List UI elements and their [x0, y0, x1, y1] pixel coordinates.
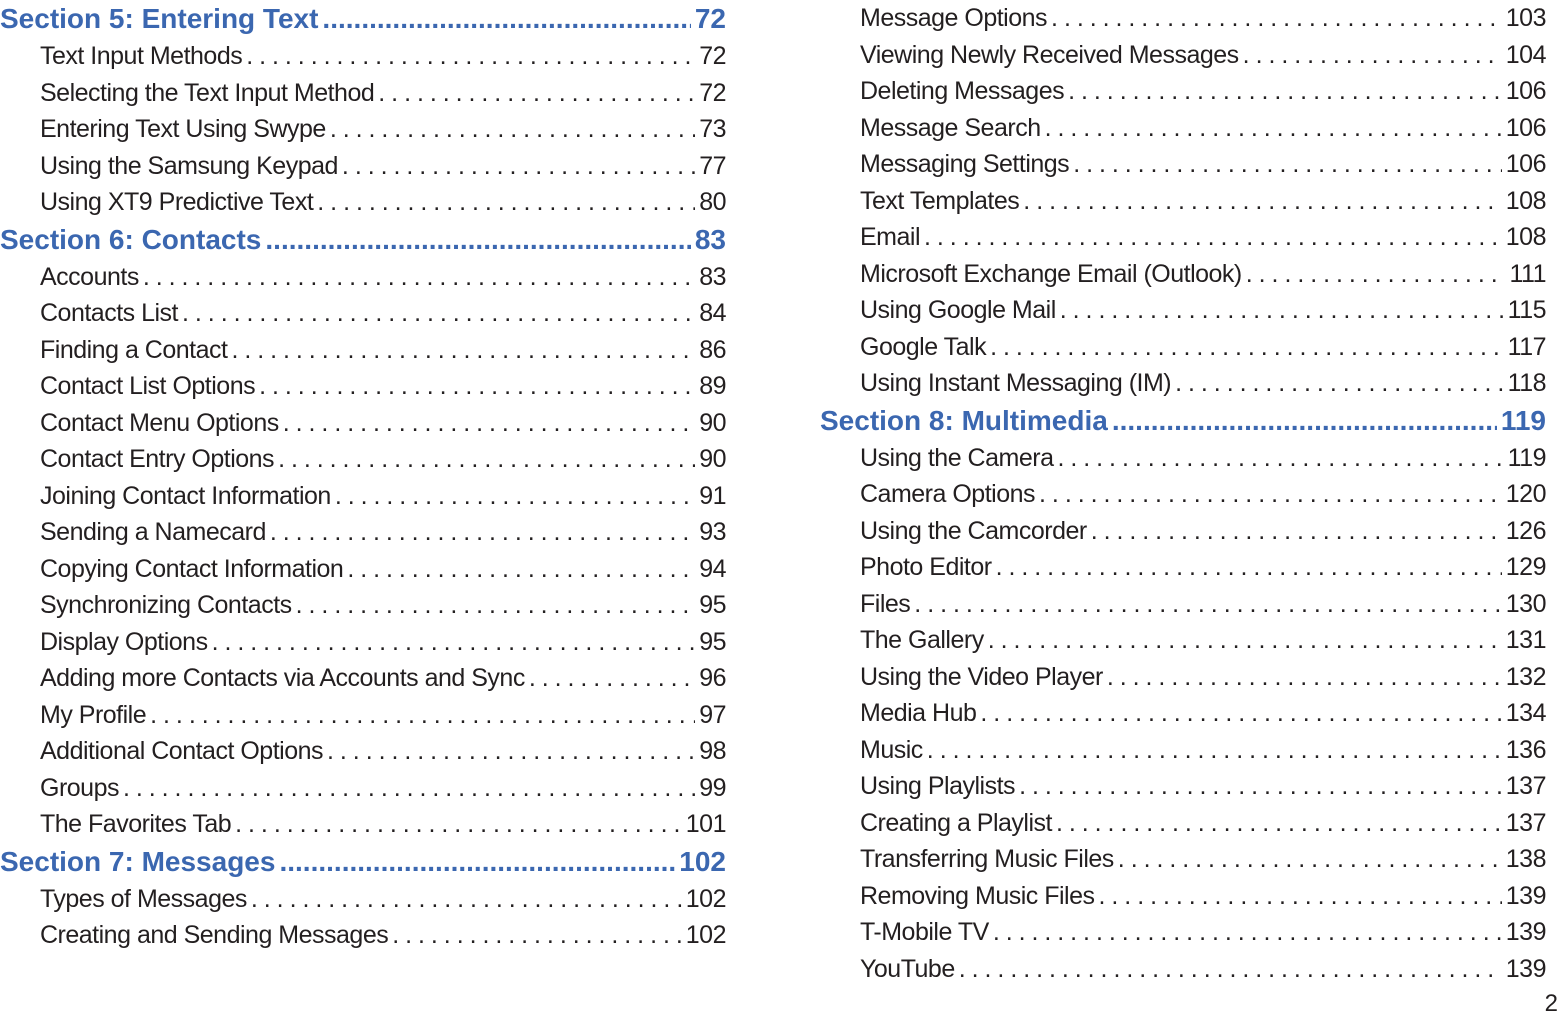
toc-entry[interactable]: [820, 586, 1546, 623]
page-ref: 99: [699, 773, 726, 802]
page-ref: 103: [1505, 4, 1546, 32]
entry-title: Google Talk: [860, 332, 987, 361]
toc-entry[interactable]: [820, 622, 1546, 659]
entry-title: Text Input Methods: [40, 42, 243, 70]
dot-leader: [1051, 0, 1502, 37]
toc-entry[interactable]: [0, 514, 726, 551]
dot-leader: [378, 75, 695, 112]
page-ref: 132: [1505, 662, 1546, 691]
dot-leader: [322, 0, 690, 38]
toc-entry[interactable]: [0, 441, 726, 478]
page-ref: 77: [699, 151, 726, 180]
dot-leader: [283, 405, 695, 442]
page-ref: 95: [699, 627, 726, 656]
dot-leader: [347, 551, 695, 588]
toc-entry[interactable]: [0, 660, 726, 697]
entry-title: Using the Video Player: [860, 662, 1103, 691]
toc-entry[interactable]: [820, 549, 1546, 586]
entry-title: Synchronizing Contacts: [40, 591, 292, 619]
page-ref: 94: [699, 554, 726, 583]
entry-title: My Profile: [40, 700, 147, 729]
toc-entry[interactable]: [0, 881, 726, 918]
dot-leader: [529, 660, 695, 697]
page-ref: 102: [679, 845, 726, 877]
page-ref: 139: [1505, 918, 1546, 946]
dot-leader: [279, 843, 675, 881]
page-ref: 95: [699, 591, 726, 619]
page-ref: 136: [1505, 735, 1546, 764]
toc-entry[interactable]: [0, 478, 726, 515]
dot-leader: [143, 259, 695, 296]
toc-entry[interactable]: [820, 513, 1546, 550]
toc-entry[interactable]: [820, 951, 1546, 988]
entry-title: Using XT9 Predictive Text: [40, 188, 314, 216]
toc-entry[interactable]: [0, 624, 726, 661]
dot-leader: [182, 295, 695, 332]
toc-entry[interactable]: [820, 329, 1546, 366]
dot-leader: [259, 368, 695, 405]
page-ref: 96: [699, 664, 726, 692]
dot-leader: [990, 329, 1504, 366]
entry-title: Removing Music Files: [860, 881, 1095, 910]
entry-title: Message Search: [860, 113, 1041, 142]
dot-leader: [959, 951, 1502, 988]
page-ref: 137: [1505, 808, 1546, 837]
dot-leader: [1175, 365, 1504, 402]
entry-title: Using the Samsung Keypad: [40, 151, 338, 180]
toc-entry[interactable]: [820, 659, 1546, 696]
toc-entry[interactable]: [820, 256, 1546, 293]
page-ref: 117: [1507, 332, 1546, 361]
entry-title: Adding more Contacts via Accounts and Sync: [40, 664, 525, 692]
page-ref: 119: [1500, 404, 1546, 436]
page-ref: 134: [1505, 699, 1546, 727]
dot-leader: [1057, 440, 1503, 477]
page-ref: 80: [699, 188, 726, 216]
section-title: Section 8: Multimedia: [820, 404, 1108, 436]
entry-title: Contact Entry Options: [40, 445, 275, 473]
page-ref: 108: [1505, 186, 1546, 215]
entry-title: Viewing Newly Received Messages: [860, 40, 1239, 69]
dot-leader: [212, 624, 696, 661]
dot-leader: [1107, 659, 1502, 696]
dot-leader: [1112, 402, 1497, 440]
dot-leader: [1060, 292, 1504, 329]
toc-entry[interactable]: [820, 768, 1546, 805]
page-ref: 72: [699, 78, 726, 107]
entry-title: Using the Camera: [860, 443, 1054, 472]
entry-title: Types of Messages: [40, 884, 247, 913]
page-ref: 115: [1507, 296, 1546, 324]
page-ref: 126: [1505, 516, 1546, 545]
entry-title: Display Options: [40, 627, 208, 656]
entry-title: Music: [860, 735, 923, 764]
toc-entry[interactable]: [820, 695, 1546, 732]
dot-leader: [123, 770, 695, 807]
toc-entry[interactable]: [0, 806, 726, 843]
entry-title: Using Google Mail: [860, 296, 1056, 324]
page-ref: 90: [699, 445, 726, 473]
page-ref: 72: [694, 3, 726, 34]
entry-title: Creating and Sending Messages: [40, 921, 389, 949]
page-ref: 83: [699, 262, 726, 291]
dot-leader: [1073, 146, 1502, 183]
dot-leader: [330, 111, 695, 148]
toc-entry[interactable]: [820, 841, 1546, 878]
toc-entry[interactable]: [0, 368, 726, 405]
entry-title: Text Templates: [860, 186, 1020, 215]
entry-title: Additional Contact Options: [40, 737, 324, 765]
page-ref: 139: [1505, 881, 1546, 910]
toc-entry[interactable]: [0, 295, 726, 332]
page-ref: 106: [1505, 77, 1546, 105]
page-number: 2: [1544, 990, 1558, 1017]
toc-entry[interactable]: [820, 37, 1546, 74]
toc-entry[interactable]: [820, 0, 1546, 37]
toc-entry[interactable]: [0, 733, 726, 770]
page-ref: 97: [699, 700, 726, 729]
dot-leader: [1246, 256, 1506, 293]
toc-entry[interactable]: [0, 75, 726, 112]
entry-title: Email: [860, 223, 921, 251]
toc-entry[interactable]: [820, 805, 1546, 842]
entry-title: Groups: [40, 773, 119, 802]
entry-title: Camera Options: [860, 480, 1036, 508]
dot-leader: [1099, 878, 1502, 915]
entry-title: Contacts List: [40, 299, 179, 327]
toc-entry[interactable]: [820, 878, 1546, 915]
page-ref: 119: [1507, 443, 1546, 472]
entry-title: Joining Contact Information: [40, 481, 331, 510]
entry-title: Contact List Options: [40, 372, 256, 400]
entry-title: The Gallery: [860, 626, 984, 654]
entry-title: Using Playlists: [860, 772, 1016, 800]
entry-title: Using the Camcorder: [860, 516, 1087, 545]
toc-entry[interactable]: [0, 405, 726, 442]
toc-right-column: [820, 0, 1546, 987]
dot-leader: [246, 38, 695, 75]
entry-title: Microsoft Exchange Email (Outlook): [860, 259, 1242, 288]
entry-title: Transferring Music Files: [860, 845, 1114, 873]
dot-leader: [1068, 73, 1502, 110]
entry-title: T-Mobile TV: [860, 918, 989, 946]
dot-leader: [265, 221, 690, 259]
entry-title: Accounts: [40, 262, 139, 291]
entry-title: YouTube: [860, 954, 955, 983]
toc-entry[interactable]: [820, 476, 1546, 513]
entry-title: Deleting Messages: [860, 77, 1065, 105]
entry-title: Selecting the Text Input Method: [40, 78, 375, 107]
entry-title: Message Options: [860, 4, 1048, 32]
dot-leader: [1118, 841, 1502, 878]
dot-leader: [278, 441, 695, 478]
page-ref: 91: [699, 481, 726, 510]
dot-leader: [342, 148, 695, 185]
page-ref: 90: [699, 408, 726, 437]
page-ref: 106: [1505, 113, 1546, 142]
page-ref: 106: [1505, 150, 1546, 178]
dot-leader: [1056, 805, 1502, 842]
entry-title: The Favorites Tab: [40, 810, 232, 838]
dot-leader: [993, 914, 1502, 951]
toc-section-heading[interactable]: [0, 843, 726, 881]
page-ref: 93: [699, 518, 726, 546]
toc-entry[interactable]: [0, 38, 726, 75]
dot-leader: [1091, 513, 1502, 550]
dot-leader: [1023, 183, 1501, 220]
dot-leader: [270, 514, 695, 551]
section-title: Section 6: Contacts: [0, 223, 262, 255]
page-ref: 84: [699, 299, 726, 327]
entry-title: Copying Contact Information: [40, 554, 344, 583]
toc-entry[interactable]: [820, 365, 1546, 402]
dot-leader: [327, 733, 695, 770]
entry-title: Photo Editor: [860, 553, 992, 581]
toc-entry[interactable]: [820, 183, 1546, 220]
page-ref: 137: [1505, 772, 1546, 800]
dot-leader: [914, 586, 1501, 623]
toc-entry[interactable]: [0, 917, 726, 954]
page-ref: 131: [1505, 626, 1546, 654]
toc-entry[interactable]: [820, 732, 1546, 769]
page-ref: 130: [1505, 589, 1546, 618]
dot-leader: [996, 549, 1502, 586]
toc-entry[interactable]: [0, 184, 726, 221]
dot-leader: [1039, 476, 1502, 513]
section-title: Section 7: Messages: [0, 845, 276, 877]
toc-entry[interactable]: [0, 332, 726, 369]
page-ref: 86: [699, 335, 726, 364]
toc-entry[interactable]: [820, 914, 1546, 951]
entry-title: Creating a Playlist: [860, 808, 1052, 837]
toc-entry[interactable]: [0, 551, 726, 588]
dot-leader: [392, 917, 682, 954]
dot-leader: [1019, 768, 1502, 805]
page-ref: 108: [1505, 223, 1546, 251]
page-ref: 104: [1505, 40, 1546, 69]
dot-leader: [988, 622, 1502, 659]
entry-title: Finding a Contact: [40, 335, 228, 364]
entry-title: Files: [860, 589, 911, 618]
dot-leader: [317, 184, 695, 221]
toc-entry[interactable]: [0, 148, 726, 185]
page-ref: 138: [1505, 845, 1546, 873]
page-ref: 102: [685, 921, 726, 949]
entry-title: Media Hub: [860, 699, 977, 727]
page-ref: 72: [699, 42, 726, 70]
dot-leader: [924, 219, 1502, 256]
entry-title: Sending a Namecard: [40, 518, 266, 546]
toc-entry[interactable]: [0, 111, 726, 148]
dot-leader: [1045, 110, 1502, 147]
page-ref: 129: [1505, 553, 1546, 581]
page-ref: 83: [694, 223, 726, 255]
toc-section-heading[interactable]: [820, 402, 1546, 440]
page-ref: 139: [1505, 954, 1546, 983]
dot-leader: [980, 695, 1501, 732]
page-ref: 102: [685, 884, 726, 913]
entry-title: Entering Text Using Swype: [40, 115, 326, 143]
toc-entry[interactable]: [820, 219, 1546, 256]
toc-left-column: [0, 0, 726, 954]
page-ref: 118: [1507, 369, 1546, 397]
dot-leader: [927, 732, 1502, 769]
page-ref: 89: [699, 372, 726, 400]
page-ref: 111: [1509, 259, 1546, 288]
toc-entry[interactable]: [820, 292, 1546, 329]
toc-entry[interactable]: [820, 110, 1546, 147]
entry-title: Using Instant Messaging (IM): [860, 369, 1172, 397]
page-ref: 73: [699, 115, 726, 143]
toc-entry[interactable]: [0, 259, 726, 296]
toc-entry[interactable]: [0, 587, 726, 624]
toc-section-heading[interactable]: [0, 221, 726, 259]
dot-leader: [231, 332, 695, 369]
dot-leader: [296, 587, 696, 624]
entry-title: Messaging Settings: [860, 150, 1070, 178]
toc-entry[interactable]: [820, 440, 1546, 477]
page-ref: 120: [1505, 480, 1546, 508]
dot-leader: [150, 697, 695, 734]
toc-entry[interactable]: [0, 770, 726, 807]
page-ref: 98: [699, 737, 726, 765]
section-title: Section 5: Entering Text: [0, 3, 319, 34]
toc-entry[interactable]: [820, 146, 1546, 183]
dot-leader: [251, 881, 682, 918]
entry-title: Contact Menu Options: [40, 408, 279, 437]
dot-leader: [235, 806, 682, 843]
toc-section-heading[interactable]: [0, 0, 726, 38]
toc-entry[interactable]: [820, 73, 1546, 110]
page-ref: 101: [685, 810, 726, 838]
toc-entry[interactable]: [0, 697, 726, 734]
dot-leader: [1243, 37, 1502, 74]
dot-leader: [335, 478, 695, 515]
